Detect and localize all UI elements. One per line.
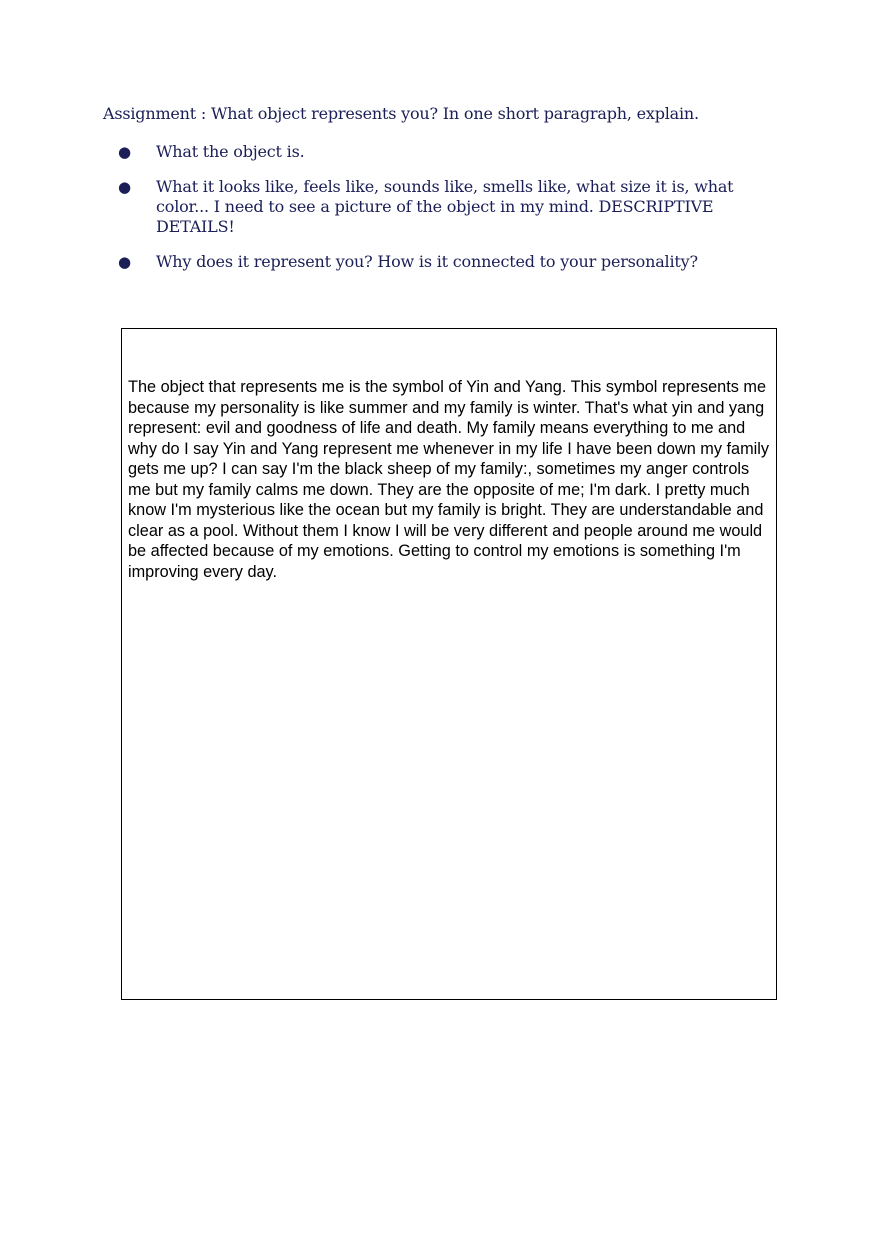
- instruction-item: [103, 252, 783, 272]
- assignment-prompt: Assignment : What object represents you? In one short paragraph, explain.: [103, 104, 699, 123]
- instruction-text: What it looks like, feels like, sounds like, smells like, what size it is, what color... I need to see a picture of the object in my mind. DESCRIPTIVE DETAILS!: [156, 177, 734, 236]
- instruction-item: [103, 177, 783, 237]
- instruction-text: Why does it represent you? How is it connected to your personality?: [156, 252, 698, 271]
- bullet-icon: ●: [118, 253, 131, 271]
- response-paragraph: The object that represents me is the symbol of Yin and Yang. This symbol represents me because my personality is like summer and my family is winter. That's what yin and yang represent: evil and goodness of life and death. My family means everything to me and why do I say Yin and Yang represent me whenever in my life I have been down my family gets me up? I can say I'm the black sheep of my family:, sometimes my anger controls me but my family calms me down. They are the opposite of me; I'm dark. I pretty much know I'm mysterious like the ocean but my family is bright. They are understandable and clear as a pool. Without them I know I will be very different and people around me would be affected because of my emotions. Getting to control my emotions is something I'm improving every day.: [128, 378, 770, 581]
- bullet-icon: ●: [118, 178, 131, 196]
- response-text-box[interactable]: [121, 328, 777, 1000]
- instruction-item: [103, 142, 783, 162]
- bullet-icon: ●: [118, 143, 131, 161]
- instruction-list: [103, 142, 783, 272]
- instruction-text: What the object is.: [156, 142, 305, 161]
